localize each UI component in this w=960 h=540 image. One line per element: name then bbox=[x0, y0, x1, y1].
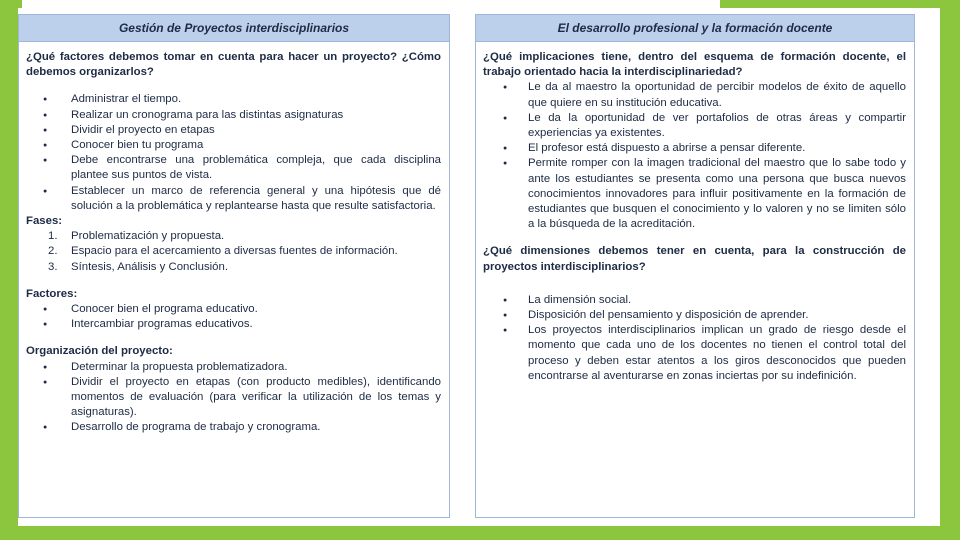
list-item: ● Debe encontrarse una problemática compleja, que cada disciplina plantee sus puntos de vista. bbox=[26, 153, 441, 183]
list-item: ● Dividir el proyecto en etapas bbox=[26, 123, 441, 138]
decor-bottom-bar bbox=[0, 526, 960, 540]
list-item: ● Conocer bien el programa educativo. bbox=[26, 302, 441, 317]
list-item: ● Los proyectos interdisciplinarios implican un grado de riesgo desde el momento que cada uno de los docentes no tienen el control total del proceso y deben estar atentos a los giros desconocidos que pueden encontrarse al aventurarse en zonas inciertas por su indefinición. bbox=[483, 323, 906, 384]
list-item: ● Realizar un cronograma para las distintas asignaturas bbox=[26, 108, 441, 123]
left-panel-title: Gestión de Proyectos interdisciplinarios bbox=[19, 15, 449, 42]
item-text: Síntesis, Análisis y Conclusión. bbox=[71, 260, 229, 273]
list-item: ● Administrar el tiempo. bbox=[26, 92, 441, 107]
right-question-2: ¿Qué dimensiones debemos tener en cuenta, para la construcción de proyectos interdisciplinarios? bbox=[483, 245, 906, 273]
list-item: ● Conocer bien tu programa bbox=[26, 138, 441, 153]
list-item: ● Disposición del pensamiento y disposición de aprender. bbox=[483, 308, 906, 323]
right-panel-body bbox=[476, 42, 914, 384]
list-item: ● Dividir el proyecto en etapas (con producto medibles), identificando momentos de evaluación (para verificar la utilización de los temas y asignaturas). bbox=[26, 375, 441, 421]
fases-heading: Fases: bbox=[26, 215, 63, 228]
list-item: ● Permite romper con la imagen tradicional del maestro que lo sabe todo y ante los estudiantes se presenta como una persona que busca nuevos conocimientos innovadores para influir positivamente en la formación de estudiantes que busquen el conocimiento y lo valoren y no se limiten sólo a la búsqueda de la acreditación. bbox=[483, 156, 906, 232]
list-item: ● Intercambiar programas educativos. bbox=[26, 317, 441, 332]
left-panel bbox=[18, 14, 450, 518]
factores-list bbox=[26, 302, 441, 332]
list-item bbox=[26, 260, 441, 275]
item-number: 1. bbox=[48, 230, 58, 243]
list-item: ● El profesor está dispuesto a abrirse a pensar diferente. bbox=[483, 141, 906, 156]
list-item: ● Establecer un marco de referencia general y una hipótesis que dé solución a la problemática y replantearse hasta que resulte satisfactoria. bbox=[26, 184, 441, 214]
list-item bbox=[26, 244, 441, 259]
left-question: ¿Qué factores debemos tomar en cuenta para hacer un proyecto? ¿Cómo debemos organizarlos? bbox=[26, 51, 441, 79]
list-item: ● Le da al maestro la oportunidad de percibir modelos de éxito de aquello que quiere en su institución educativa. bbox=[483, 80, 906, 110]
implicaciones-list bbox=[483, 80, 906, 232]
factores-heading: Factores: bbox=[26, 287, 78, 300]
item-number: 2. bbox=[48, 245, 58, 258]
list-item: ● La dimensión social. bbox=[483, 293, 906, 308]
right-panel-title: El desarrollo profesional y la formación docente bbox=[476, 15, 914, 42]
decor-right-bar bbox=[938, 0, 960, 540]
item-text: Espacio para el acercamiento a diversas fuentes de información. bbox=[71, 245, 398, 258]
fases-list bbox=[26, 229, 441, 275]
list-item: ● Desarrollo de programa de trabajo y cronograma. bbox=[26, 420, 441, 435]
item-number: 3. bbox=[48, 260, 58, 273]
organizacion-heading: Organización del proyecto: bbox=[26, 345, 173, 358]
organizacion-list bbox=[26, 360, 441, 436]
dimensiones-list bbox=[483, 293, 906, 384]
list-item: ● Determinar la propuesta problematizadora. bbox=[26, 360, 441, 375]
list-item: ● Le da la oportunidad de ver portafolios de otras áreas y compartir experiencias ya existentes. bbox=[483, 111, 906, 141]
factors-list bbox=[26, 92, 441, 214]
item-text: Problematización y propuesta. bbox=[71, 230, 225, 243]
right-question-1: ¿Qué implicaciones tiene, dentro del esquema de formación docente, el trabajo orientado hacia la interdisciplinariedad? bbox=[483, 51, 906, 79]
list-item bbox=[26, 229, 441, 244]
right-panel bbox=[475, 14, 915, 518]
left-panel-body bbox=[19, 42, 449, 436]
